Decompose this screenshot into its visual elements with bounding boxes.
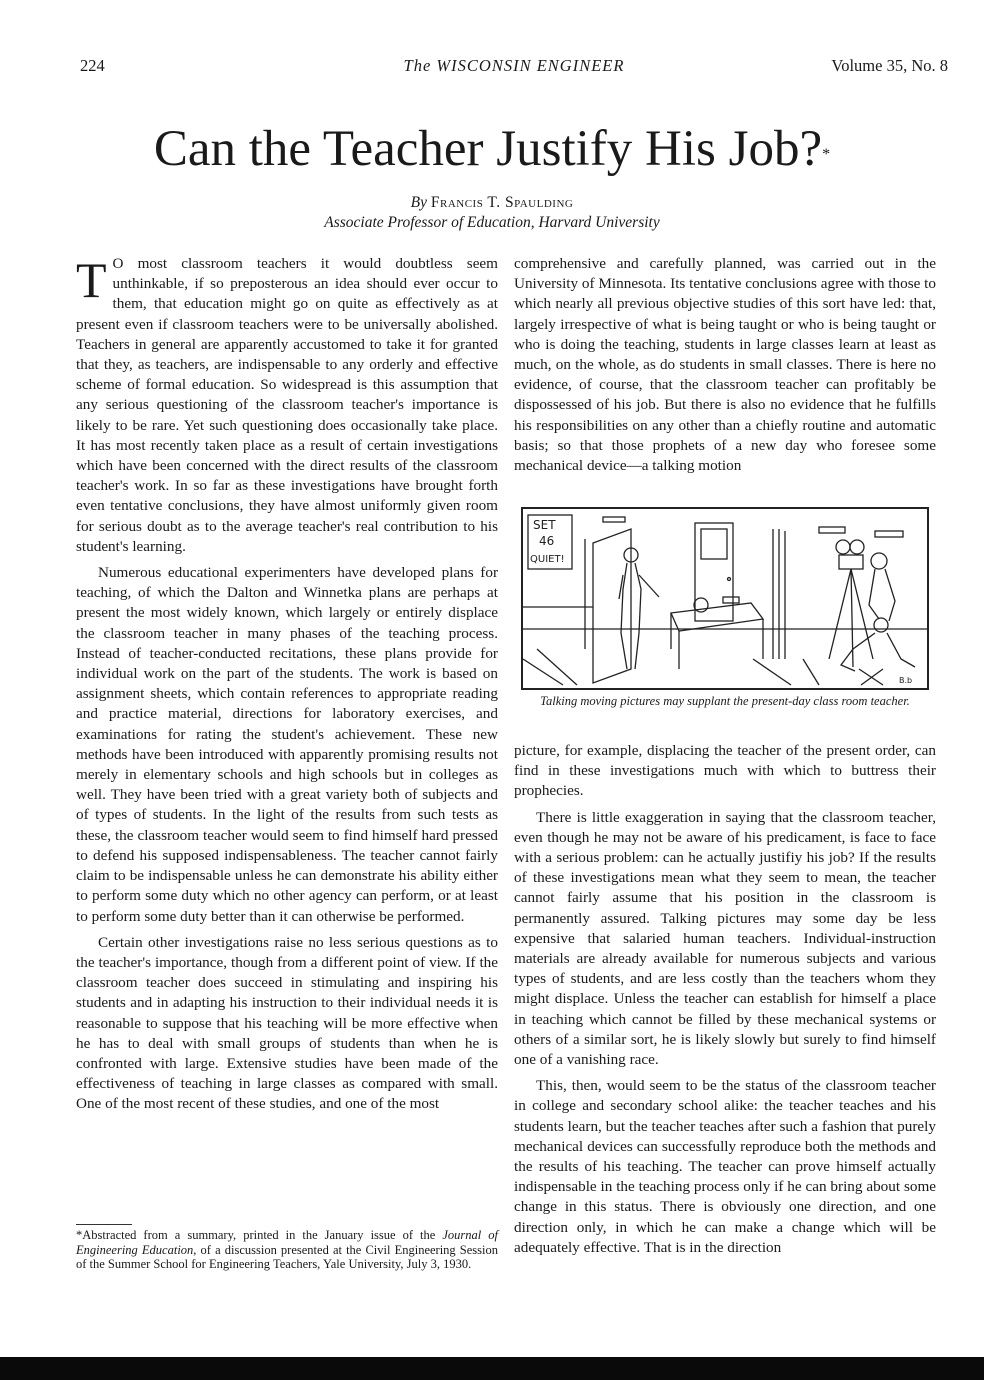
paragraph-1	[76, 254, 498, 557]
article-title-text: Can the Teacher Justify His Job?	[153, 121, 823, 177]
paragraph-4: comprehensive and carefully planned, was carried out in the University of Minnesota. Its tentative conclusions agree with those to which nearly all previous objective studies of this sort have led: that, largely irrespective of what is being taught or who is being taught or who is doing the teaching, students in large classes learn at least as much, on the whole, as do students in small classes. There is here no evidence, of course, that the classroom teacher can profitably be dispossessed of his job. But there is also no evidence that he fulfills his responsibilities on any other than a chiefly routine and automatic basis; so that those prophets of a new day who foresee some mechanical device—a talking motion	[514, 255, 936, 475]
author-name: Francis T. Spaulding	[430, 194, 574, 211]
footnote-rule	[76, 1224, 132, 1225]
footnote-text-1: *Abstracted from a summary, printed in the January issue of the	[76, 1228, 443, 1242]
cameraman-figure	[871, 553, 887, 569]
desk	[671, 603, 763, 631]
paragraph-7: This, then, would seem to be the status of the classroom teacher in college and secondary school alike: the teacher teaches and his students learn, but the teacher teaches after such a fashion that purely mechanical devices can successfully reproduce both the methods and the results of his teaching. The teacher can prove himself actually indispensable in the teaching process only if he can bring about some change in this status. There is obviously one direction, and one direction only, in which he can make a change which will be adequately effective. That is in the direction	[514, 1077, 936, 1256]
column-right-bottom	[514, 741, 936, 1289]
title-footnote-mark: *	[822, 146, 831, 163]
paragraph-3: Certain other investigations raise no less serious questions as to the teacher's importance, though from a different point of view. If the classroom teacher does succeed in stimulating and inspiring his students and in adapting his instruction to their individual needs it is reasonable to suppose that his teaching will be more effective when he has to deal with small groups of students than when he is confronted with large. Extensive studies have been made of the effectiveness of teaching in large classes as compared with small. One of the most recent of these studies, and one of the most	[76, 933, 498, 1113]
author-line	[0, 193, 984, 213]
sign-text-set: SET	[533, 518, 556, 532]
sign-text-quiet: QUIET!	[530, 554, 565, 565]
running-head	[80, 56, 948, 80]
paragraph-1-text: O most classroom teachers it would doubtless seem unthinkable, if so preposterous an idea should ever occur to them, that education might go on quite as effectively as at present even if classroom teachers were to be universally abolished. Teachers in general are apparently accustomed to take it for granted that they, as teachers, are indispensable to any orderly and effective scheme of formal education. So widespread is this assumption that any serious questioning of the classroom teacher's importance is likely to be rare. Yet such questioning does occasionally take place. It has most recently taken place as a result of certain investigations which have been concerned with the direct results of the classroom teacher's work. In so far as these investigations have brought forth even tentative conclusions, they have almost uniformly given room for serious doubt as to the average teacher's real contribution to his student's learning.	[76, 255, 498, 555]
cartoon-illustration	[521, 507, 929, 690]
artist-signature: B.b	[899, 676, 913, 685]
journal-name: The WISCONSIN ENGINEER	[403, 56, 625, 75]
cartoon-drawing	[523, 509, 927, 688]
sign-text-number: 46	[539, 534, 555, 548]
paragraph-6: There is little exaggeration in saying that the classroom teacher, even though he may not be aware of his predicament, is face to face with a serious problem: can he actually justifiy his job? If the results of these investigations mean what they seem to mean, the teacher cannot fairly assume that his position in the classroom is permanently assured. Talking pictures may some day be less expensive that salaried human teachers. Individual-instruction materials are already available for numerous subjects and various types of students, and are less costly than the teachers whom they might displace. Unless the teacher can establish for himself a place in teaching which cannot be filled by these mechanical systems or others of a similar sort, he is likely slowly but surely to find himself one of a vanishing race.	[514, 808, 936, 1069]
scan-bottom-border	[0, 1357, 984, 1380]
paragraph-5: picture, for example, displacing the teacher of the present order, can find in these investigations much with which to buttress their prophecies.	[514, 742, 936, 800]
figure-caption: Talking moving pictures may supplant the present-day class room teacher.	[540, 694, 910, 708]
article-title	[0, 118, 984, 180]
author-affiliation: Associate Professor of Education, Harvard University	[324, 214, 660, 231]
footnote	[76, 1228, 498, 1272]
drop-cap: T	[76, 252, 107, 308]
column-left	[76, 254, 498, 1224]
page-number: 224	[80, 56, 105, 75]
paragraph-2: Numerous educational experimenters have developed plans for teaching, of which the Dalton and Winnetka plans are perhaps at present the most widely known, which largely or entirely displace the classroom teacher in many phases of the teaching process. Instead of teacher-conducted recitations, these plans provide for individual work on the part of the students. The work is based on assignment sheets, which contain references to appropriate reading and practice material, directions for laboratory exercises, and examinations for rating the student's achievement. These new methods have been introduced with apparently promising results not merely in elementary schools and high schools but in colleges as well. They have been tried with a great variety both of subjects and of types of students. In the light of the results from such tests as these, the classroom teacher would seem to find himself hard pressed to defend his supposed indispensableness. The teacher cannot fairly claim to be indispensable unless he can demonstrate his ability either to perform some duty which no other agency can perform, or at least to perform some duty better than it can otherwise be performed.	[76, 564, 498, 925]
footnote-text-2: , of a discussion presented at the Civil Engineering Session of the Summer School for Engineering Teachers, Yale University, July 3, 1930.	[76, 1242, 498, 1271]
footnote-journal: Journal of Engineering Education	[76, 1228, 498, 1257]
movie-camera	[836, 540, 850, 554]
byline-by: By	[410, 194, 427, 211]
byline	[0, 193, 984, 233]
director-figure	[874, 618, 888, 632]
column-right-top	[514, 254, 936, 496]
volume-issue: Volume 35, No. 8	[831, 56, 948, 75]
